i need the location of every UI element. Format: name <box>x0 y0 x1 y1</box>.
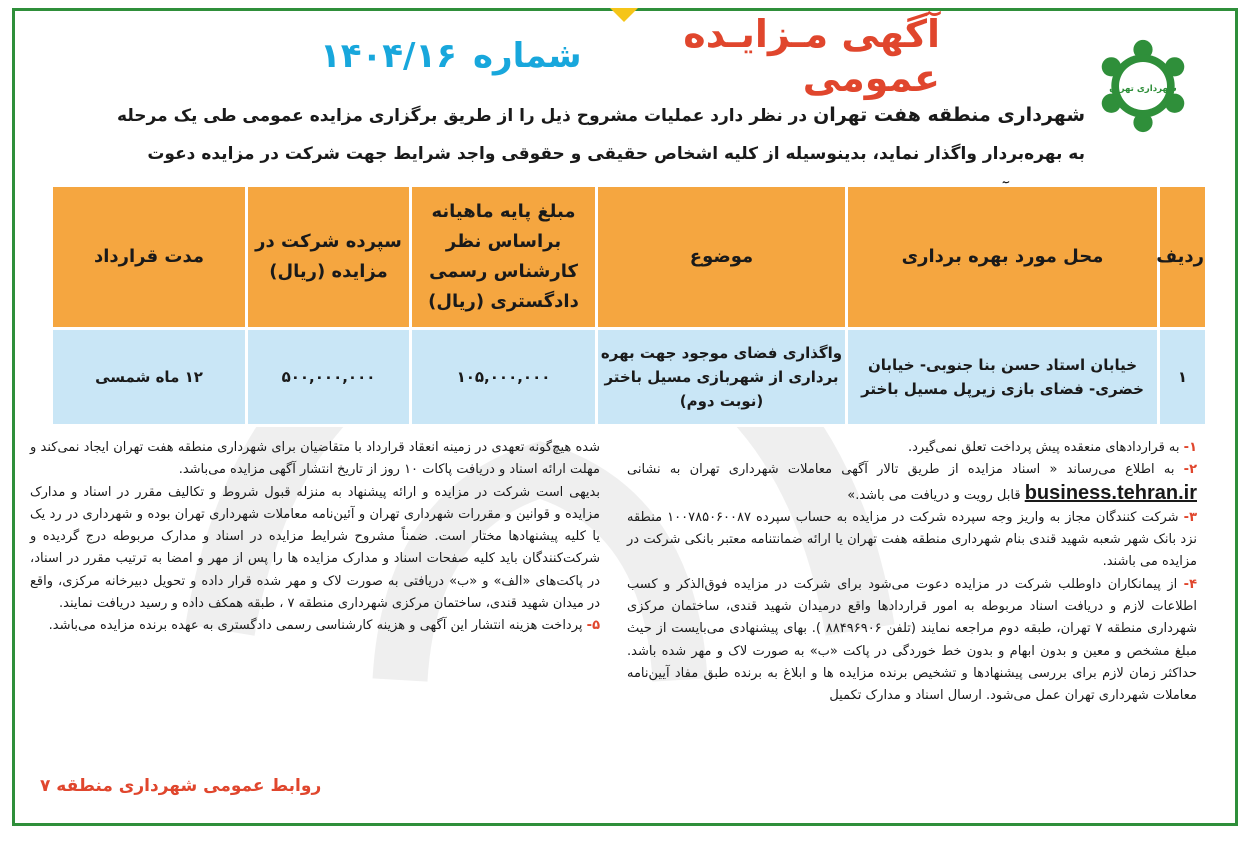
term-1-text: به قراردادهای منعقده پیش پرداخت تعلق نمی‌گیرد. <box>907 440 1184 455</box>
cell-subject: واگذاری فضای موجود جهت بهره برداری از شهربازی مسیل باختر (نوبت دوم) <box>597 329 847 426</box>
term-4 <box>627 574 1197 708</box>
term-5 <box>30 615 600 637</box>
page-title <box>320 12 940 100</box>
header-deposit: سپرده شرکت در مزایده (ریال) <box>247 186 411 329</box>
cell-row-number: ۱ <box>1159 329 1207 426</box>
auction-table <box>50 184 1208 427</box>
header-location: محل مورد بهره برداری <box>847 186 1159 329</box>
term-1-number: ۱- <box>1183 440 1197 455</box>
logo-text: شهرداری تهران <box>1109 83 1177 94</box>
term-1 <box>627 437 1197 459</box>
term-3-number: ۳- <box>1183 509 1197 525</box>
header-subject: موضوع <box>597 186 847 329</box>
cell-location: خیابان استاد حسن بنا جنوبی- خیابان خضری- فضای بازی زیرپل مسیل باختر <box>847 329 1159 426</box>
footer-public-relations: روابط عمومی شهرداری منطقه ۷ <box>40 776 322 796</box>
term-4-continued: شده هیچ‌گونه تعهدی در زمینه انعقاد قرارداد با متقاضیان برای شهرداری منطقه هفت تهران ایجاد نمی‌کند و مهلت ارائه اسناد و دریافت پاکات ۱۰ روز از تاریخ انتشار آگهی مزایده می‌باشد. <box>30 440 600 478</box>
term-2 <box>627 459 1197 507</box>
title-number: ۱۴۰۴/۱۶ <box>320 36 457 76</box>
table-header-row <box>52 186 1207 329</box>
term-5-text: پرداخت هزینه انتشار این آگهی و هزینه کارشناسی رسمی دادگستری به عهده برنده مزایده می‌باشد. <box>48 618 587 634</box>
term-5-number: ۵- <box>586 618 600 634</box>
title-label: شماره <box>472 36 582 76</box>
title-main: آگهی مـزایـده عمومی <box>683 12 940 100</box>
header-base-price: مبلغ پایه ماهیانه براساس نظر کارشناس رسمی دادگستری (ریال) <box>411 186 597 329</box>
intro-line1: در نظر دارد عملیات مشروح ذیل را از طریق برگزاری مزایده عمومی طی یک مرحله <box>117 106 814 126</box>
term-2-number: ۲- <box>1183 462 1197 478</box>
terms-column-left <box>30 437 600 638</box>
intro-org: شهرداری منطقه هفت تهران <box>813 104 1085 126</box>
cell-base-price: ۱۰۵,۰۰۰,۰۰۰ <box>411 329 597 426</box>
terms-column-right <box>627 437 1197 708</box>
tehran-municipality-logo <box>1095 38 1191 134</box>
term-2-text-a: به اطلاع می‌رساند « اسناد مزایده از طریق تالار آگهی معاملات شهرداری تهران به نشانی <box>627 462 1184 478</box>
term-3-text: شرکت کنندگان مجاز به واریز وجه سپرده شرکت در مزایده به حساب سپرده ۱۰۰۷۸۵۰۶۰۰۸۷ منطقه نزد بانک شهر شعبه شهید قندی بنام شهرداری منطقه هفت تهران یا ارائه ضمانتنامه معتبر بانکی شرکت در مزایده می باشند. <box>627 509 1197 570</box>
term-4-text: از پیمانکاران داوطلب شرکت در مزایده دعوت می‌شود برای شرکت در مزایده فوق‌الذکر و کسب اطلاعات لازم و دریافت اسناد مربوطه به امور قراردادها واقع درمیدان شهید قندی، ساختمان مرکزی شهرداری منطقه ۷ تهران، طبقه دوم مراجعه نمایند (تلفن ۸۸۴۹۶۹۰۶ ). بهای پیشنهادی می‌بایست از حیث مبلغ مشخص و معین و بدون ابهام و بدون خط خوردگی در پاکت «ب» به صورت لاک و مهر شده باشد. حداکثر زمان لازم برای بررسی پیشنهادها و تشخیص برنده مزایده ها و ابلاغ به برنده طبق مفاد آیین‌نامه معاملات شهرداری تهران عمل می‌شود. ارسال اسناد و مدارک تکمیل <box>627 576 1197 704</box>
intro-line2: به بهره‌بردار واگذار نماید، بدینوسیله از کلیه اشخاص حقیقی و حقوقی واجد شرایط جهت شرکت در مزایده دعوت <box>147 144 1085 164</box>
header-row-number: ردیف <box>1159 186 1207 329</box>
table-row <box>52 329 1207 426</box>
term-4-continued-2: بدیهی است شرکت در مزایده و ارائه پیشنهاد به منزله قبول شروط و تکالیف مقرر در اسناد و مدارک مزایده و قوانین و مقررات شهرداری تهران و آئین‌نامه معاملات شهرداری تهران بوده و شهرداری در رد یک یا کلیه پیشنهادها مختار است. ضمناً مشروح شرایط مزایده در اسناد و مدارک مربوطه درج گردیده و شرکت‌کنندگان باید کلیه صفحات اسناد و مدارک مزایده ها را پس از مهر و امضا به ترتیب مقرر در اسناد، در پاکت‌های «الف» و «ب» دریافتی به صورت لاک و مهر شده قرار داده و تحویل دبیرخانه مرکزی، واقع در میدان شهید قندی، ساختمان مرکزی شهرداری منطقه ۷ ، طبقه همکف داده و رسید دریافت نمایند. <box>30 484 600 612</box>
cell-duration: ۱۲ ماه شمسی <box>52 329 247 426</box>
term-4-number: ۴- <box>1183 576 1197 592</box>
term-3 <box>627 507 1197 574</box>
cell-deposit: ۵۰۰,۰۰۰,۰۰۰ <box>247 329 411 426</box>
term-2-text-b: قابل رویت و دریافت می باشد.» <box>847 487 1025 503</box>
business-site-link[interactable]: business.tehran.ir <box>1024 481 1197 504</box>
header-duration: مدت قرارداد <box>52 186 247 329</box>
